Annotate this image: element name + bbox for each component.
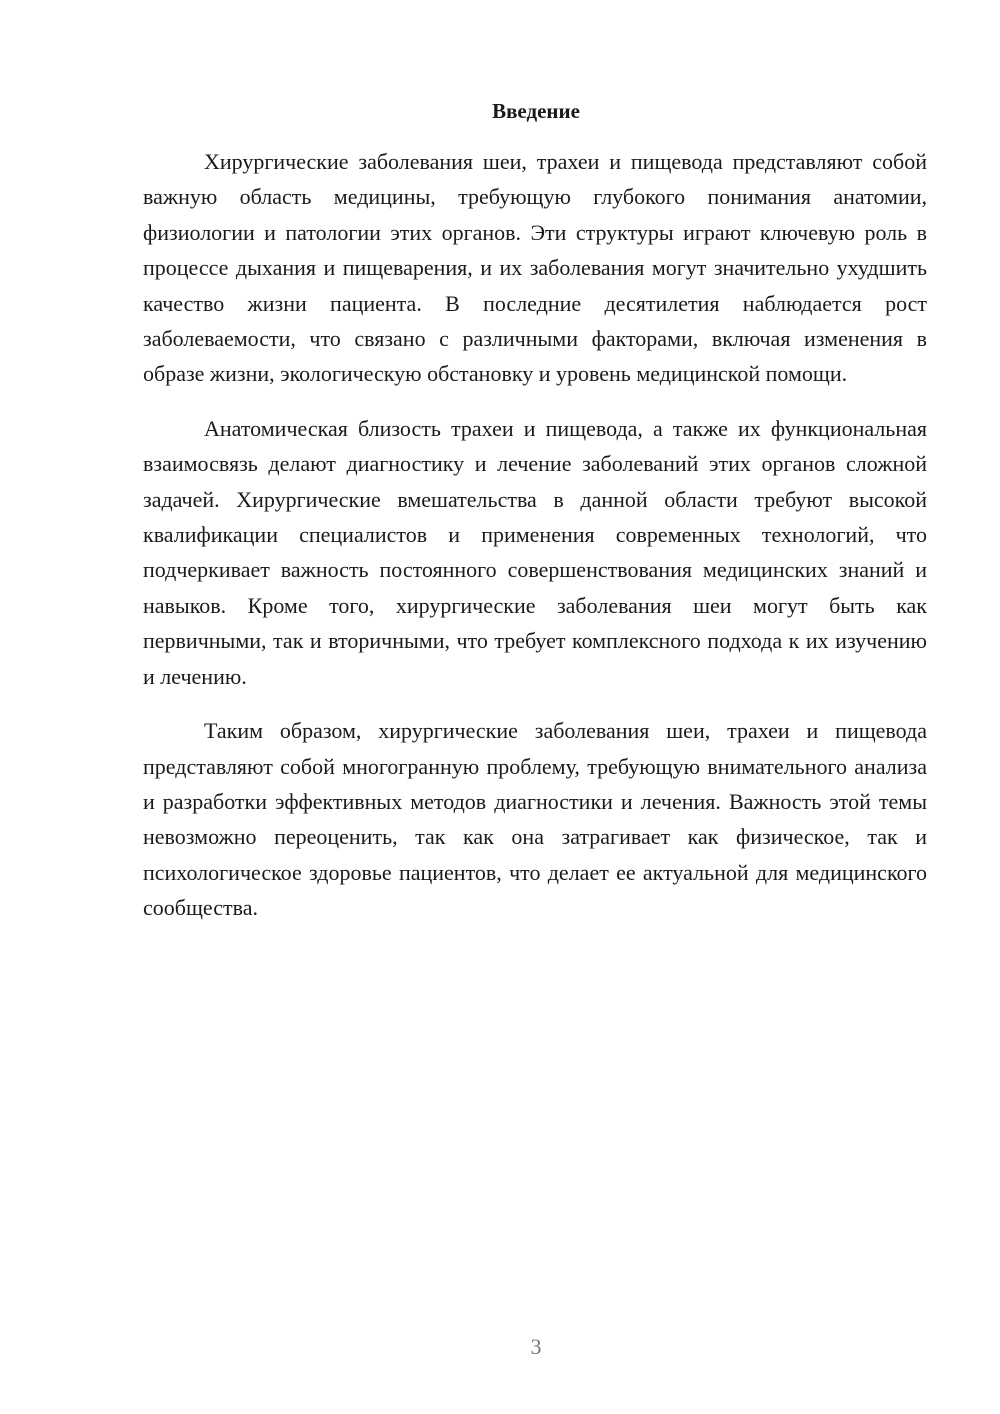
paragraph-2: Анатомическая близость трахеи и пищевода, а также их функциональная взаимосвязь делают диагностику и лечение заболеваний этих органов сложной задачей. Хирургические вмешательства в данной области требуют высокой квалификации специалистов и применения современных технологий, что подчеркивает важность постоянного совершенствования медицинских знаний и навыков. Кроме того, хирургические заболевания шеи могут быть как первичными, так и вторичными, что требует комплексного подхода к их изучению и лечению. (143, 415, 927, 689)
body-text (143, 144, 927, 926)
section-heading: Введение (492, 99, 580, 123)
paragraph-1: Хирургические заболевания шеи, трахеи и пищевода представляют собой важную область медицины, требующую глубокого понимания анатомии, физиологии и патологии этих органов. Эти структуры играют ключевую роль в процессе дыхания и пищеварения, и их заболевания могут значительно ухудшить качество жизни пациента. В последние десятилетия наблюдается рост заболеваемости, что связано с различными факторами, включая изменения в образе жизни, экологическую обстановку и уровень медицинской помощи. (143, 149, 927, 387)
paragraph-3: Таким образом, хирургические заболевания шеи, трахеи и пищевода представляют собой многогранную проблему, требующую внимательного анализа и разработки эффективных методов диагностики и лечения. Важность этой темы невозможно переоценить, так как она затрагивает как физическое, так и психологическое здоровье пациентов, что делает ее актуальной для медицинского сообщества. (143, 718, 927, 921)
page-number: 3 (530, 1334, 542, 1359)
